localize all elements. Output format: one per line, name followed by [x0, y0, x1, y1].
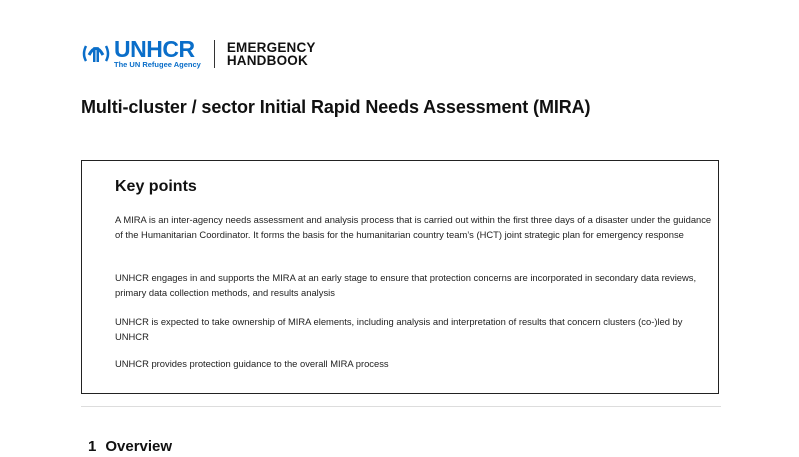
key-point: UNHCR engages in and supports the MIRA at an early stage to ensure that protection concerns are incorporated in secondary data reviews, primary data collection methods, and results analysis — [115, 272, 697, 298]
logo-tagline: The UN Refugee Agency — [114, 60, 201, 69]
section-title: Overview — [105, 438, 173, 455]
logo-divider — [214, 40, 215, 68]
key-point: UNHCR is expected to take ownership of MIRA elements, including analysis and interpretation of results that concern clusters (co-)led by UNHCR — [115, 316, 683, 342]
unhcr-emblem-icon — [81, 39, 111, 69]
handbook-line-1: EMERGENCY — [226, 39, 316, 55]
key-points-box — [81, 160, 719, 394]
site-logo[interactable] — [81, 38, 316, 69]
key-points-heading: Key points — [115, 178, 197, 195]
section-heading-overview[interactable] — [88, 438, 181, 455]
key-point: UNHCR provides protection guidance to the overall MIRA process — [115, 358, 389, 369]
handbook-title — [227, 41, 316, 67]
handbook-line-2: HANDBOOK — [226, 52, 308, 68]
logo-text: UNHCR — [114, 36, 195, 62]
key-point: A MIRA is an inter-agency needs assessment and analysis process that is carried out within the first three days of a disaster under the guidance of the Humanitarian Coordinator. It forms the basis for the humanitarian country team’s (HCT) joint strategic plan for emergency response — [115, 214, 712, 240]
page-title: Multi-cluster / sector Initial Rapid Needs Assessment (MIRA) — [81, 97, 591, 117]
divider — [81, 406, 721, 407]
section-number: 1 — [88, 438, 97, 455]
